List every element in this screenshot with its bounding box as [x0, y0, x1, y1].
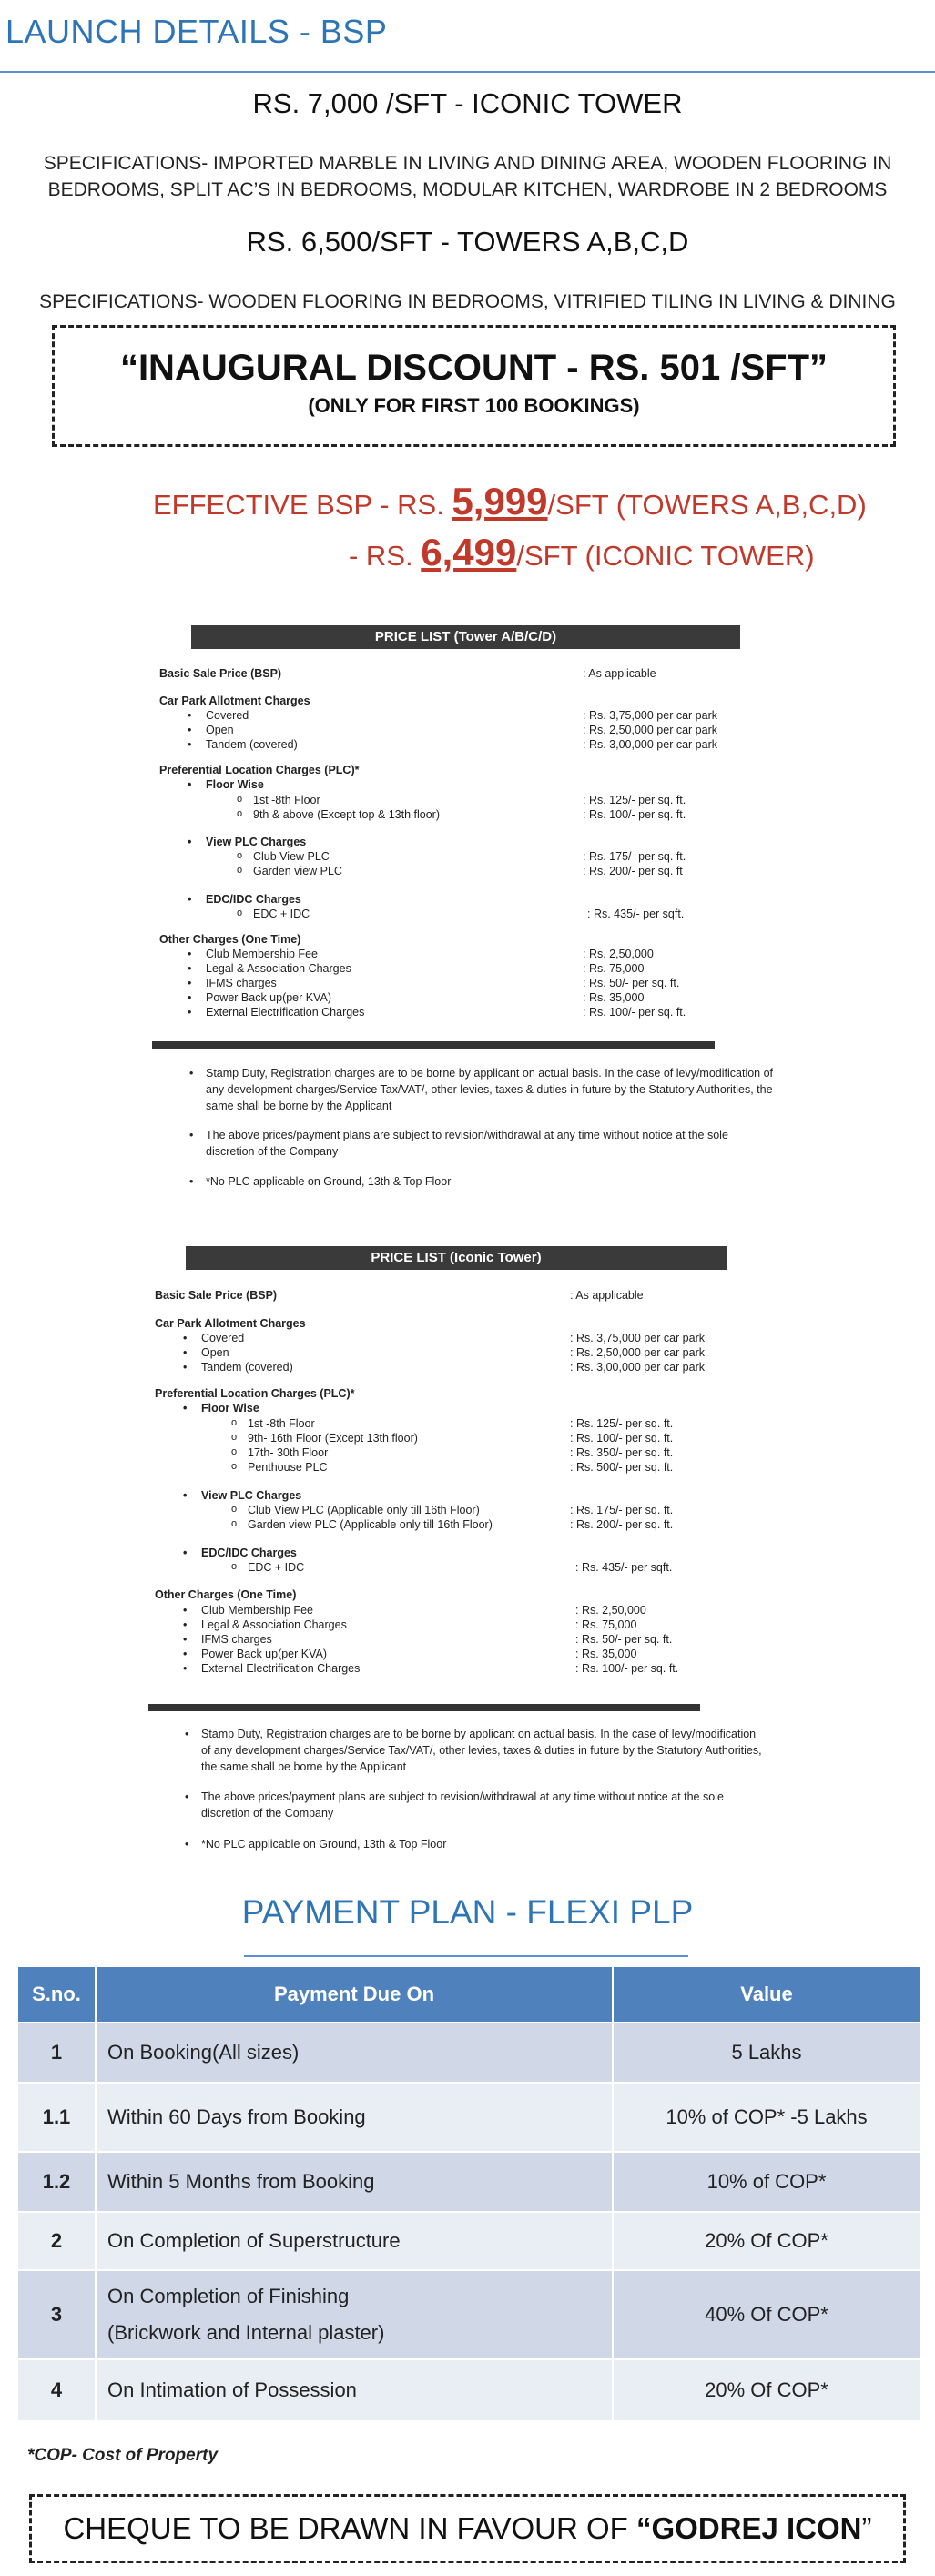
edc-heading: • EDC/IDC Charges	[201, 1547, 297, 1559]
plc-floor-1-value: : Rs. 125/- per sq. ft.	[570, 1417, 674, 1430]
towers-spec: SPECIFICATIONS- WOODEN FLOORING IN BEDROOMS, VITRIFIED TILING IN LIVING & DINING	[39, 291, 896, 312]
iconic-spec-line-2: BEDROOMS, SPLIT AC’S IN BEDROOMS, MODULAR KITCHEN, WARDROBE IN 2 BEDROOMS	[47, 179, 888, 200]
parking-covered-value: : Rs. 3,75,000 per car park	[570, 1332, 705, 1344]
plc-floor-3: o 17th- 30th Floor	[248, 1446, 328, 1459]
ifms-charges: • IFMS charges	[201, 1633, 272, 1646]
parking-open-value: : Rs. 2,50,000 per car park	[570, 1346, 705, 1359]
plc-floor-1-value: : Rs. 125/- per sq. ft.	[583, 794, 686, 806]
iconic-price: RS. 7,000 /SFT - ICONIC TOWER	[252, 87, 683, 119]
garden-view-plc: o Garden view PLC (Applicable only till 16th Floor)	[248, 1518, 493, 1531]
club-fee: • Club Membership Fee	[201, 1604, 313, 1617]
effective-amount-towers: 5,999	[452, 480, 548, 522]
parking-tandem: • Tandem (covered)	[201, 1361, 293, 1374]
club-fee-value: : Rs. 2,50,000	[583, 948, 654, 960]
table-header-row	[17, 1966, 920, 2023]
column-header-due: Payment Due On	[96, 1966, 613, 2023]
bsp-value: : As applicable	[570, 1289, 644, 1302]
external-electrification-value: : Rs. 100/- per sq. ft.	[583, 1006, 686, 1019]
plc-heading: Preferential Location Charges (PLC)*	[159, 764, 360, 776]
payment-plan-title: PAYMENT PLAN - FLEXI PLP	[241, 1893, 694, 1931]
view-plc-heading: • View PLC Charges	[206, 836, 306, 848]
row-due: On Completion of Superstructure	[96, 2212, 613, 2270]
bsp-value: : As applicable	[583, 667, 656, 680]
row-due: Within 5 Months from Booking	[96, 2152, 613, 2212]
floor-wise-heading: • Floor Wise	[201, 1402, 259, 1415]
plc-floor-3-value: : Rs. 350/- per sq. ft.	[570, 1446, 674, 1459]
plc-floor-1: o 1st -8th Floor	[248, 1417, 315, 1430]
edc-idc-value: : Rs. 435/- per sqft.	[587, 908, 685, 920]
row-value: 10% of COP*	[613, 2152, 920, 2212]
edc-idc-value: : Rs. 435/- per sqft.	[575, 1561, 673, 1574]
ifms-charges-value: : Rs. 50/- per sq. ft.	[575, 1633, 673, 1646]
price-list-divider	[148, 1704, 700, 1711]
legal-charges-value: : Rs. 75,000	[583, 962, 645, 975]
legal-charges-value: : Rs. 75,000	[575, 1618, 637, 1631]
row-due	[96, 2270, 613, 2359]
parking-covered: • Covered	[201, 1332, 244, 1344]
price-list-iconic-header: PRICE LIST (Iconic Tower)	[186, 1246, 727, 1270]
towers-price: RS. 6,500/SFT - TOWERS A,B,C,D	[246, 226, 689, 258]
parking-covered-value: : Rs. 3,75,000 per car park	[583, 709, 717, 722]
iconic-spec-line-1: SPECIFICATIONS- IMPORTED MARBLE IN LIVING AND DINING AREA, WOODEN FLOORING IN	[43, 153, 892, 174]
plc-penthouse: o Penthouse PLC	[248, 1461, 328, 1474]
other-charges-heading: Other Charges (One Time)	[155, 1588, 297, 1601]
row-due: On Intimation of Possession	[96, 2359, 613, 2421]
effective-prefix: - RS.	[349, 540, 422, 572]
effective-suffix: /SFT (TOWERS A,B,C,D)	[547, 489, 867, 521]
table-row	[17, 2023, 920, 2083]
garden-view-plc: o Garden view PLC	[253, 865, 342, 877]
parking-heading: Car Park Allotment Charges	[159, 695, 310, 707]
parking-tandem-value: : Rs. 3,00,000 per car park	[583, 738, 717, 751]
no-plc-note: • *No PLC applicable on Ground, 13th & Top Floor	[206, 1173, 774, 1190]
parking-open-value: : Rs. 2,50,000 per car park	[583, 724, 717, 736]
club-view-plc: o Club View PLC (Applicable only till 16th Floor)	[248, 1504, 480, 1516]
cheque-payee: “GODREJ ICON	[635, 2511, 862, 2545]
row-value: 40% Of COP*	[613, 2270, 920, 2359]
edc-idc: o EDC + IDC	[248, 1561, 304, 1574]
plc-floor-2-value: : Rs. 100/- per sq. ft.	[570, 1432, 674, 1445]
price-list-towers-header: PRICE LIST (Tower A/B/C/D)	[191, 625, 740, 649]
column-header-sno: S.no.	[17, 1966, 96, 2023]
table-row	[17, 2359, 920, 2421]
edc-heading: • EDC/IDC Charges	[206, 893, 301, 906]
cheque-box	[29, 2494, 906, 2563]
bsp-label: Basic Sale Price (BSP)	[159, 667, 282, 680]
power-backup: • Power Back up(per KVA)	[201, 1648, 327, 1660]
plc-heading: Preferential Location Charges (PLC)*	[155, 1387, 355, 1400]
effective-prefix: EFFECTIVE BSP - RS.	[153, 489, 452, 521]
legal-charges: • Legal & Association Charges	[206, 962, 351, 975]
power-backup-value: : Rs. 35,000	[575, 1648, 637, 1660]
edc-idc: o EDC + IDC	[253, 908, 310, 920]
table-row	[17, 2270, 920, 2359]
power-backup-value: : Rs. 35,000	[583, 991, 645, 1004]
garden-view-plc-value: : Rs. 200/- per sq. ft.	[570, 1518, 674, 1531]
club-view-plc: o Club View PLC	[253, 850, 330, 863]
row-due: On Booking(All sizes)	[96, 2023, 613, 2083]
legal-charges: • Legal & Association Charges	[201, 1618, 347, 1631]
plc-floor-1: o 1st -8th Floor	[253, 794, 320, 806]
parking-open: • Open	[201, 1346, 229, 1359]
row-sno: 1	[17, 2023, 96, 2083]
plc-penthouse-value: : Rs. 500/- per sq. ft.	[570, 1461, 674, 1474]
power-backup: • Power Back up(per KVA)	[206, 991, 331, 1004]
club-fee: • Club Membership Fee	[206, 948, 318, 960]
external-electrification-value: : Rs. 100/- per sq. ft.	[575, 1662, 679, 1675]
ifms-charges-value: : Rs. 50/- per sq. ft.	[583, 977, 680, 989]
effective-amount-iconic: 6,499	[421, 531, 517, 573]
plc-floor-2-value: : Rs. 100/- per sq. ft.	[583, 808, 686, 821]
page-title: LAUNCH DETAILS - BSP	[5, 13, 388, 50]
revision-note: • The above prices/payment plans are subject to revision/withdrawal at any time without notice at the sole discretion of the Company	[206, 1127, 774, 1160]
row-due-line-2: (Brickwork and Internal plaster)	[107, 2321, 385, 2344]
row-sno: 2	[17, 2212, 96, 2270]
row-value: 5 Lakhs	[613, 2023, 920, 2083]
revision-note: • The above prices/payment plans are subject to revision/withdrawal at any time without notice at the sole discretion of the Company	[201, 1789, 766, 1821]
parking-tandem-value: : Rs. 3,00,000 per car park	[570, 1361, 705, 1374]
price-list-divider	[152, 1041, 715, 1049]
bsp-label: Basic Sale Price (BSP)	[155, 1289, 278, 1302]
cop-footnote: *COP- Cost of Property	[27, 2446, 219, 2465]
plc-floor-2: o 9th- 16th Floor (Except 13th floor)	[248, 1432, 418, 1445]
effective-suffix: /SFT (ICONIC TOWER)	[516, 540, 815, 572]
discount-headline: “INAUGURAL DISCOUNT - RS. 501 /SFT”	[119, 348, 828, 388]
effective-bsp-iconic	[349, 531, 815, 574]
discount-box	[52, 325, 896, 447]
table-row	[17, 2083, 920, 2152]
cheque-prefix: CHEQUE TO BE DRAWN IN FAVOUR OF	[63, 2511, 636, 2545]
external-electrification: • External Electrification Charges	[201, 1662, 360, 1675]
other-charges-heading: Other Charges (One Time)	[159, 933, 301, 946]
club-fee-value: : Rs. 2,50,000	[575, 1604, 646, 1617]
table-row	[17, 2152, 920, 2212]
club-view-plc-value: : Rs. 175/- per sq. ft.	[583, 850, 686, 863]
payment-plan-table	[16, 1965, 921, 2422]
row-due-line-1: On Completion of Finishing	[107, 2285, 350, 2307]
floor-wise-heading: • Floor Wise	[206, 778, 264, 791]
column-header-value: Value	[613, 1966, 920, 2023]
external-electrification: • External Electrification Charges	[206, 1006, 364, 1019]
stamp-duty-note: • Stamp Duty, Registration charges are to be borne by applicant on actual basis. In the case of levy/modification of any development charges/Service Tax/VAT/, other levies, taxes & duties in future by the Statutory Authorities, the same shall be borne by the Applicant	[201, 1726, 766, 1775]
row-value: 10% of COP* -5 Lakhs	[613, 2083, 920, 2152]
title-rule	[0, 71, 935, 73]
plc-floor-2: o 9th & above (Except top & 13th floor)	[253, 808, 440, 821]
parking-covered: • Covered	[206, 709, 249, 722]
parking-tandem: • Tandem (covered)	[206, 738, 298, 751]
club-view-plc-value: : Rs. 175/- per sq. ft.	[570, 1504, 674, 1516]
discount-note: (ONLY FOR FIRST 100 BOOKINGS)	[308, 394, 640, 417]
table-row	[17, 2212, 920, 2270]
row-sno: 1.1	[17, 2083, 96, 2152]
row-value: 20% Of COP*	[613, 2359, 920, 2421]
stamp-duty-note: • Stamp Duty, Registration charges are to be borne by applicant on actual basis. In the case of levy/modification of any development charges/Service Tax/VAT/, other levies, taxes & duties in future by the Statutory Authorities, the same shall be borne by the Applicant	[206, 1065, 774, 1114]
ifms-charges: • IFMS charges	[206, 977, 277, 989]
row-value: 20% Of COP*	[613, 2212, 920, 2270]
garden-view-plc-value: : Rs. 200/- per sq. ft	[583, 865, 683, 877]
row-due: Within 60 Days from Booking	[96, 2083, 613, 2152]
payment-plan-rule	[244, 1955, 688, 1957]
effective-bsp-towers	[153, 480, 867, 523]
parking-heading: Car Park Allotment Charges	[155, 1317, 306, 1330]
parking-open: • Open	[206, 724, 234, 736]
no-plc-note: • *No PLC applicable on Ground, 13th & Top Floor	[201, 1836, 766, 1852]
row-sno: 1.2	[17, 2152, 96, 2212]
row-sno: 4	[17, 2359, 96, 2421]
row-sno: 3	[17, 2270, 96, 2359]
view-plc-heading: • View PLC Charges	[201, 1489, 301, 1502]
cheque-suffix: ”	[861, 2511, 872, 2545]
